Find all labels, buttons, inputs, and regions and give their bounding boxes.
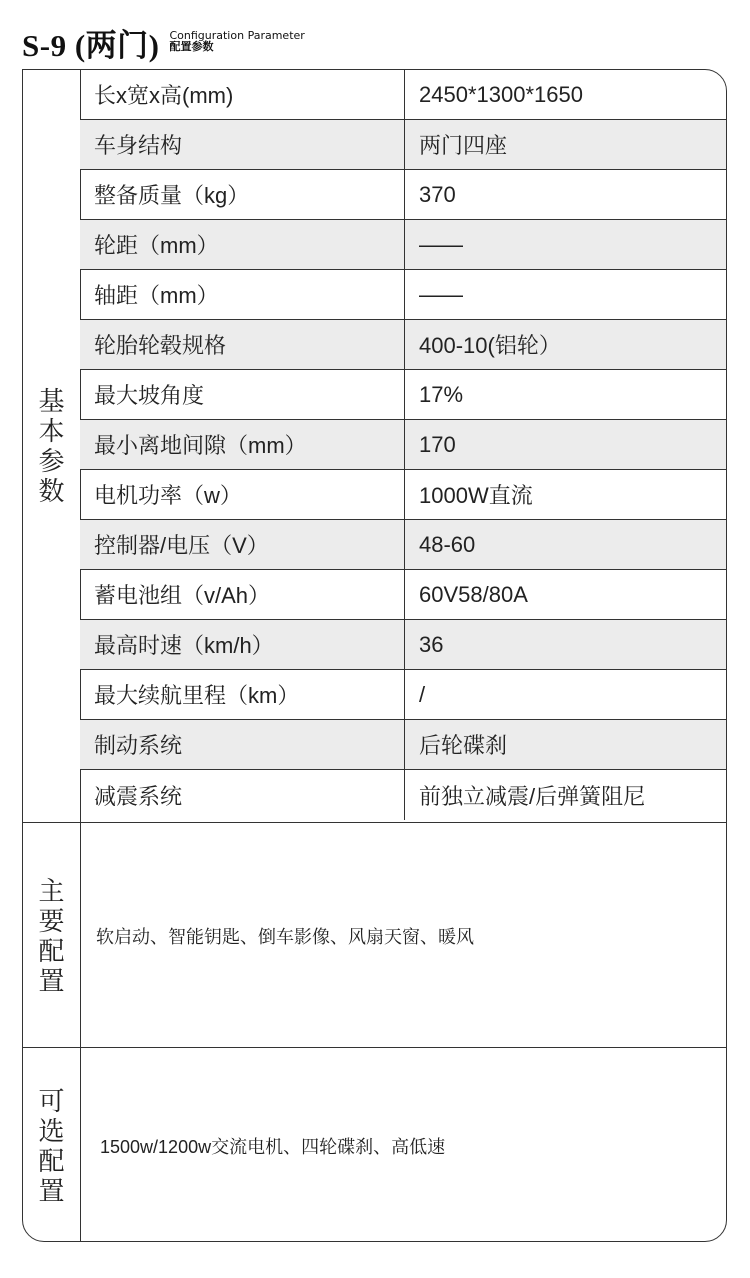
param-name: 轮胎轮毂规格 xyxy=(80,320,405,369)
param-name: 最小离地间隙（mm） xyxy=(80,420,405,469)
param-name: 控制器/电压（V） xyxy=(80,520,405,569)
param-name: 蓄电池组（v/Ah） xyxy=(80,570,405,619)
table-row xyxy=(80,570,726,620)
param-value: 36 xyxy=(419,631,444,657)
table-row xyxy=(80,720,726,770)
optional-config-label-cell xyxy=(23,1048,81,1242)
table-row xyxy=(80,670,726,720)
optional-config-section xyxy=(23,1047,726,1242)
table-row xyxy=(80,770,726,820)
param-value: 后轮碟刹 xyxy=(419,733,508,758)
optional-config-label: 可选配置 xyxy=(38,1086,65,1206)
param-name: 长x宽x高(mm) xyxy=(80,70,405,119)
param-value: 60V58/80A xyxy=(419,581,528,607)
table-row xyxy=(80,270,726,320)
param-name: 电机功率（w） xyxy=(80,470,405,519)
param-name: 制动系统 xyxy=(80,720,405,769)
param-value: —— xyxy=(419,281,463,307)
param-value: 170 xyxy=(419,431,456,457)
spec-table xyxy=(22,69,727,1242)
table-row xyxy=(80,470,726,520)
subtitle-chinese: 配置参数 xyxy=(169,41,214,53)
table-row xyxy=(80,220,726,270)
param-name: 轴距（mm） xyxy=(80,270,405,319)
table-row xyxy=(80,320,726,370)
page-title: S-9 (两门) xyxy=(22,27,160,63)
param-value: 370 xyxy=(419,181,456,207)
basic-params-label: 基本参数 xyxy=(38,386,65,506)
basic-params-rows xyxy=(80,70,726,820)
basic-params-section xyxy=(23,70,726,822)
param-value: —— xyxy=(419,231,463,257)
page-header xyxy=(22,22,305,62)
basic-params-label-cell xyxy=(23,70,81,822)
param-value: 1000W直流 xyxy=(419,483,533,508)
subtitle-block xyxy=(169,30,304,53)
param-value: / xyxy=(419,681,426,707)
param-value: 17% xyxy=(419,381,464,407)
table-row xyxy=(80,70,726,120)
main-config-label: 主要配置 xyxy=(38,875,65,996)
param-value: 两门四座 xyxy=(419,133,508,158)
param-name: 最大续航里程（km） xyxy=(80,670,405,719)
main-config-text: 软启动、智能钥匙、倒车影像、风扇天窗、暖风 xyxy=(96,926,474,947)
param-value: 前独立减震/后弹簧阻尼 xyxy=(419,783,646,809)
table-row xyxy=(80,120,726,170)
param-name: 轮距（mm） xyxy=(80,220,405,269)
table-row xyxy=(80,370,726,420)
optional-config-text: 1500w/1200w交流电机、四轮碟刹、高低速 xyxy=(100,1137,446,1157)
param-name: 减震系统 xyxy=(80,770,405,820)
param-value: 400-10(铝轮） xyxy=(419,333,561,358)
param-name: 车身结构 xyxy=(80,120,405,169)
main-config-label-cell xyxy=(23,823,81,1048)
table-row xyxy=(80,420,726,470)
param-name: 整备质量（kg） xyxy=(80,170,405,219)
table-row xyxy=(80,620,726,670)
table-row xyxy=(80,170,726,220)
param-value: 48-60 xyxy=(419,531,476,557)
main-config-section xyxy=(23,822,726,1048)
table-row xyxy=(80,520,726,570)
param-value: 2450*1300*1650 xyxy=(419,81,583,107)
param-name: 最大坡角度 xyxy=(80,370,405,419)
param-name: 最高时速（km/h） xyxy=(80,620,405,669)
subtitle-english: Configuration Parameter xyxy=(169,29,305,43)
